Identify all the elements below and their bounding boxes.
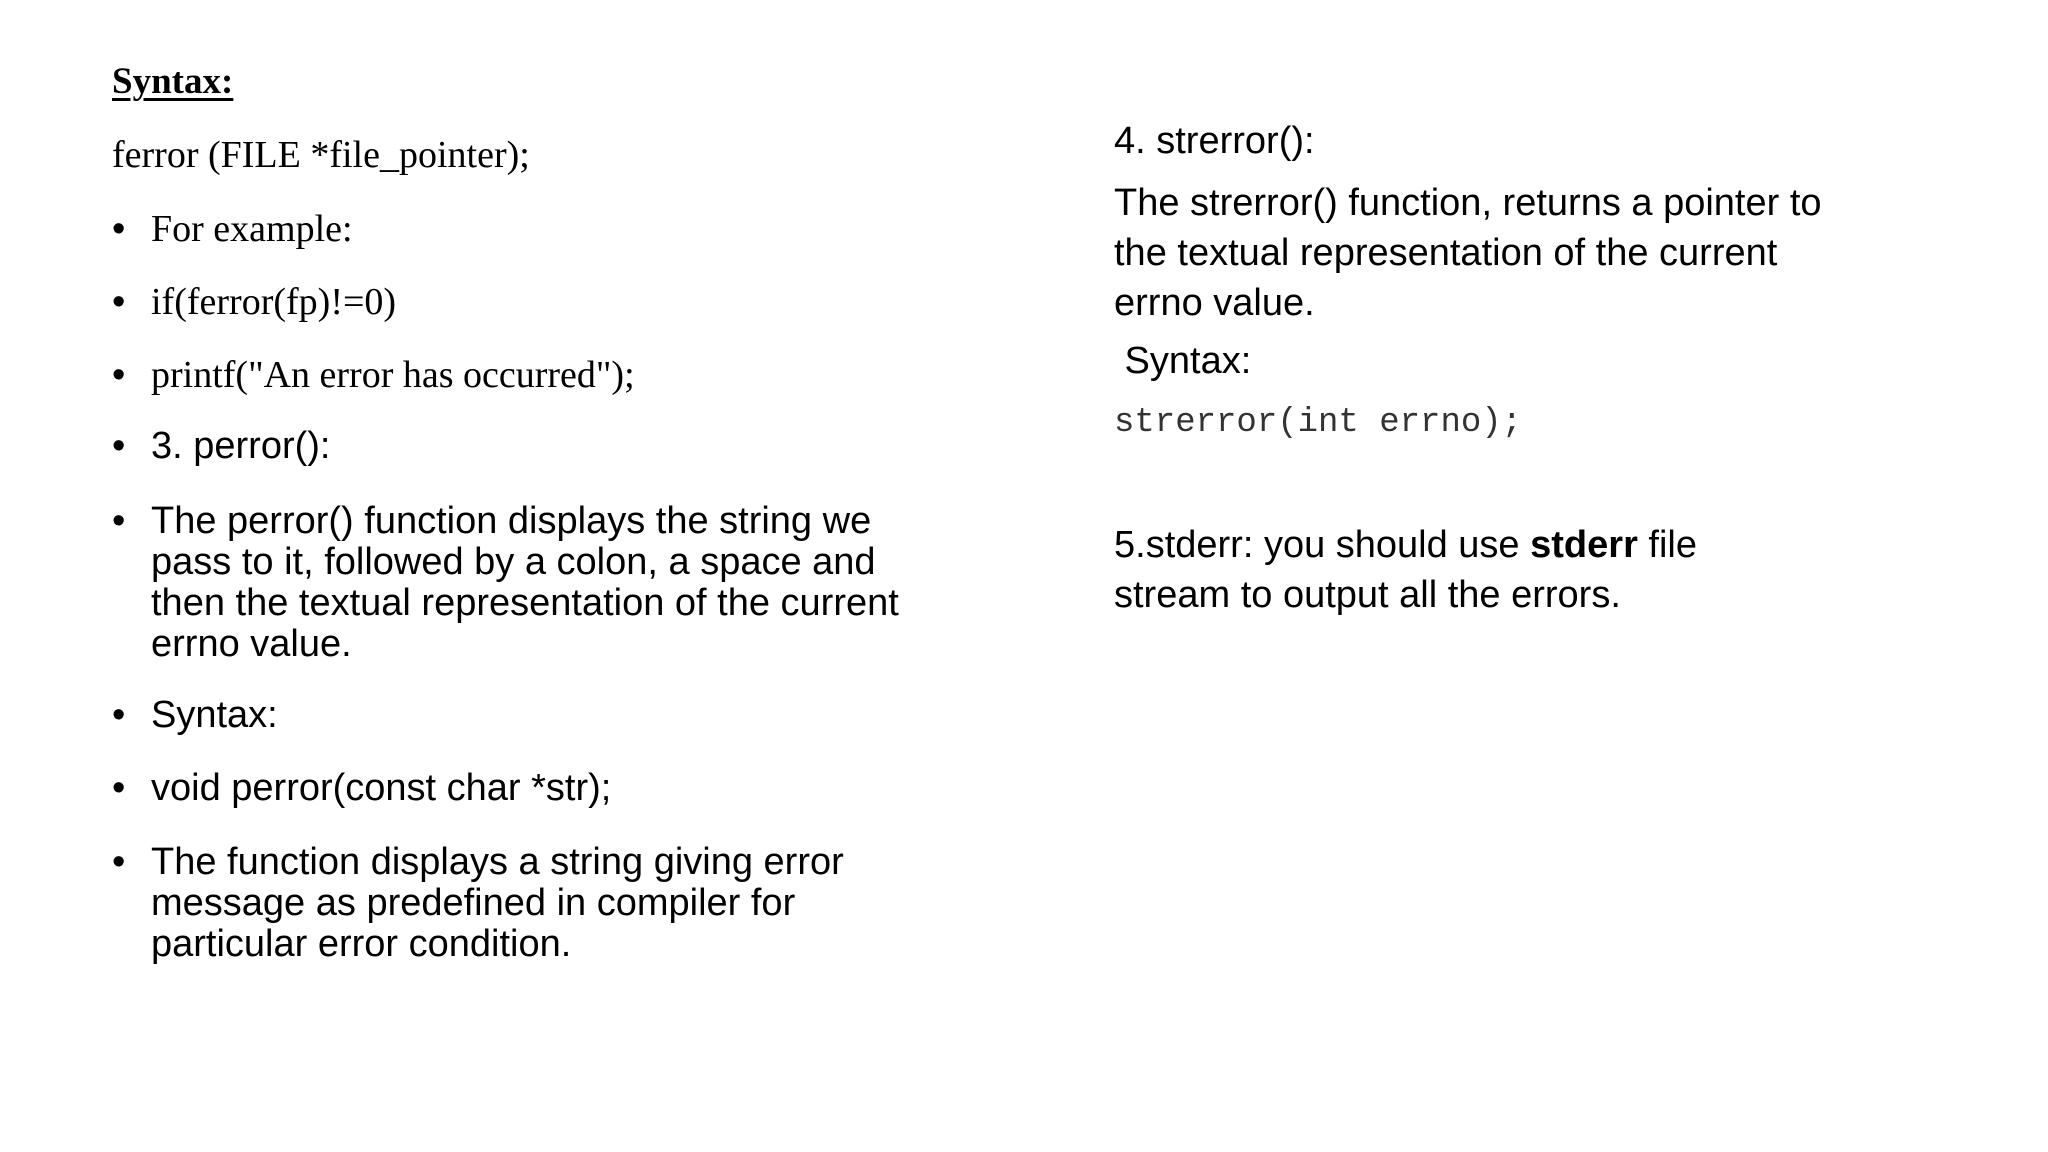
strerror-description: The strerror() function, returns a pointer to the textual representation of the current errno value. (1114, 182, 1822, 324)
stderr-bold-term: stderr (1530, 524, 1638, 566)
strerror-heading: 4. strerror(): (1114, 120, 1315, 162)
bullet-text-perror-heading: 3. perror(): (151, 425, 331, 467)
strerror-syntax-label: Syntax: (1114, 340, 1252, 382)
bullet-icon: • (112, 208, 126, 250)
bullet-text-perror-description: The perror() function displays the string we pass to it, followed by a colon, a space and then the textual representation of the current errno value. (151, 500, 899, 665)
bullet-text-syntax: Syntax: (151, 694, 278, 736)
syntax-heading: Syntax: (112, 61, 234, 102)
bullet-icon: • (112, 841, 126, 883)
bullet-text-ferror-check: if(ferror(fp)!=0) (151, 281, 397, 323)
strerror-code: strerror(int errno); (1114, 404, 1523, 442)
stderr-prefix: 5.stderr: you should use (1114, 524, 1531, 566)
bullet-icon: • (112, 500, 126, 542)
bullet-icon: • (112, 425, 126, 467)
bullet-icon: • (112, 694, 126, 736)
bullet-icon: • (112, 767, 126, 809)
bullet-text-perror-explanation: The function displays a string giving error message as predefined in compiler for particular error condition. (151, 841, 844, 965)
stderr-paragraph (1114, 520, 1754, 620)
bullet-icon: • (112, 354, 126, 396)
bullet-text-printf: printf("An error has occurred"); (151, 354, 635, 396)
ferror-prototype: ferror (FILE *file_pointer); (112, 134, 530, 176)
list-item (112, 842, 972, 972)
bullet-text-for-example: For example: (151, 208, 353, 250)
bullet-text-perror-prototype: void perror(const char *str); (151, 767, 612, 809)
list-item (112, 501, 972, 671)
bullet-icon: • (112, 281, 126, 323)
stderr-suffix: file stream to output all the errors. (1114, 524, 1697, 616)
